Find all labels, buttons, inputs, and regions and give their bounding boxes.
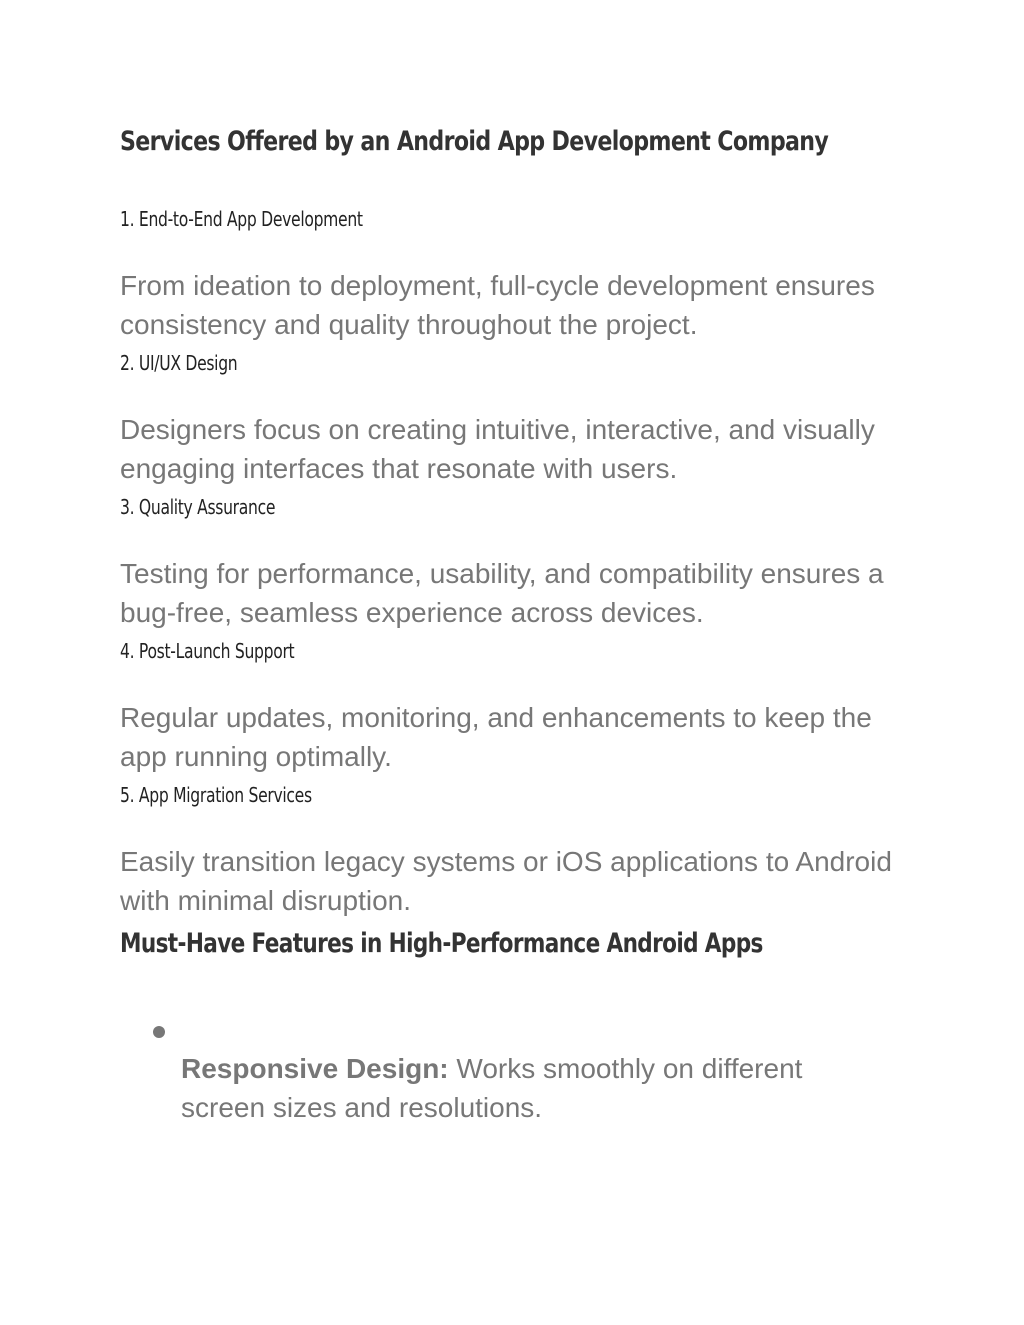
page-title: Services Offered by an Android App Development Company xyxy=(120,126,829,157)
service-description-5: Easily transition legacy systems or iOS applications to Android with minimal disruption. xyxy=(120,846,892,916)
service-description-3: Testing for performance, usability, and compatibility ensures a bug-free, seamless experience across devices. xyxy=(120,558,884,628)
service-heading-3: 3. Quality Assurance xyxy=(120,495,276,519)
features-heading: Must-Have Features in High-Performance Android Apps xyxy=(120,928,763,959)
service-description-2: Designers focus on creating intuitive, interactive, and visually engaging interfaces that resonate with users. xyxy=(120,414,875,484)
service-description-4: Regular updates, monitoring, and enhancements to keep the app running optimally. xyxy=(120,702,872,772)
feature-label: Responsive Design: xyxy=(181,1053,449,1084)
service-description-1: From ideation to deployment, full-cycle development ensures consistency and quality throughout the project. xyxy=(120,270,875,340)
service-heading-2: 2. UI/UX Design xyxy=(120,351,238,375)
service-heading-5: 5. App Migration Services xyxy=(120,783,312,807)
service-heading-1: 1. End-to-End App Development xyxy=(120,207,363,231)
feature-text: Works smoothly on different screen sizes and resolutions. xyxy=(181,1053,803,1123)
feature-item xyxy=(181,1050,881,1127)
bullet-icon xyxy=(153,1026,165,1038)
service-heading-4: 4. Post-Launch Support xyxy=(120,639,295,663)
